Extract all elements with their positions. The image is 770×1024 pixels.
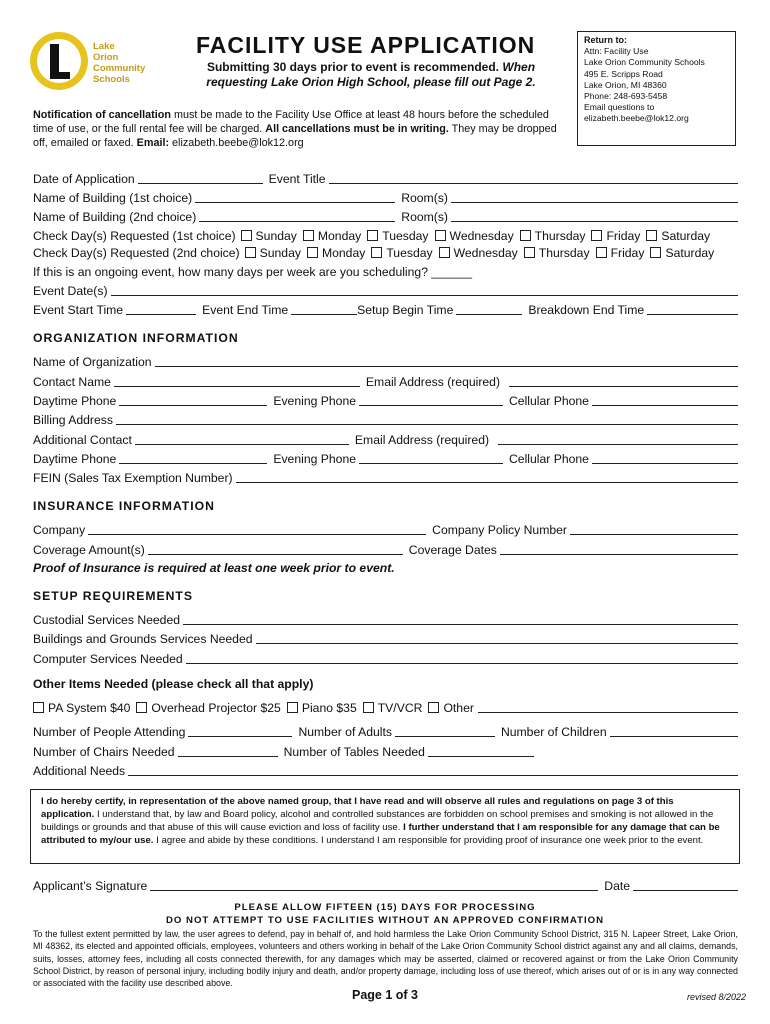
row-company: [33, 520, 738, 537]
day-label: Sunday: [259, 246, 301, 260]
billing-address-field[interactable]: [116, 413, 738, 425]
row-computer: [33, 649, 738, 666]
row-custodial: [33, 610, 738, 627]
checkbox-other[interactable]: [428, 702, 439, 713]
label: Number of Adults: [298, 725, 392, 739]
custodial-field[interactable]: [183, 613, 738, 625]
subtitle-page2-notice: When requesting Lake Orion High School, please fill out Page 2.: [206, 60, 536, 89]
return-line: 495 E. Scripps Road: [584, 68, 663, 79]
daytime-phone-field[interactable]: [119, 394, 267, 406]
item-label: Piano $35: [301, 701, 357, 715]
page-number: Page 1 of 3: [352, 988, 418, 1002]
label: Coverage Dates: [408, 543, 497, 557]
label: Number of Children: [500, 725, 607, 739]
signature-field[interactable]: [150, 879, 598, 891]
setup-time-field[interactable]: [456, 303, 522, 315]
adults-field[interactable]: [395, 725, 495, 737]
checkbox-tuesday-2[interactable]: [371, 247, 382, 258]
start-time-field[interactable]: [126, 303, 196, 315]
label: Billing Address: [33, 413, 113, 427]
label: Custodial Services Needed: [33, 613, 181, 627]
row-fein: [33, 468, 738, 485]
cert-text: I agree and abide by these conditions. I understand I am responsible for providing proof of insurance one week prior to the event.: [153, 835, 704, 846]
logo-line: Community: [93, 63, 146, 74]
label: Applicant’s Signature: [33, 879, 148, 893]
label: Room(s): [401, 191, 448, 205]
processing-notice: PLEASE ALLOW FIFTEEN (15) DAYS FOR PROCESSING: [234, 902, 536, 913]
label: Daytime Phone: [33, 394, 117, 408]
label: Company Policy Number: [432, 523, 567, 537]
legal-text: To the fullest extent permitted by law, the user agrees to defend, pay in behalf of, and hold harmless the Lake Orion Community School District, 315 N. Lapeer Street, Lake Orion, MI 48362, its elected and appointed officials, employees, volunteers and others working in behalf of the Lake Orion Community School district against any and all claims, demands, suits, losses, attorney fees, including all costs connected therewith, for any damages which may be asserted, claimed or recovered against or from the Lake Orion Community School District, by reason of personal injury, including bodily injury and death, and/or property damage, including loss of use thereof, which arises out of or is in any way connected or associated with the facility use described above.: [33, 929, 738, 989]
chairs-field[interactable]: [178, 745, 278, 757]
label: Company: [33, 523, 86, 537]
form-title: FACILITY USE APPLICATION: [196, 32, 536, 58]
day-label: Monday: [317, 229, 362, 243]
day-label: Wednesday: [449, 229, 514, 243]
org-heading: ORGANIZATION INFORMATION: [33, 331, 239, 345]
day-label: Friday: [610, 246, 645, 260]
contact-email-field[interactable]: [509, 375, 738, 387]
label: Email Address (required): [365, 375, 501, 389]
event-dates-field[interactable]: [111, 284, 738, 296]
row-times: [33, 300, 738, 317]
label: Name of Building (1st choice): [33, 191, 193, 205]
row-coverage: [33, 540, 738, 557]
computer-field[interactable]: [186, 652, 738, 664]
label: Contact Name: [33, 375, 111, 389]
row-people: [33, 722, 738, 739]
label: FEIN (Sales Tax Exemption Number): [33, 471, 233, 485]
label: Date: [604, 879, 631, 893]
logo-line: Lake: [93, 41, 115, 52]
row-grounds: [33, 629, 738, 646]
day-label: Tuesday: [386, 246, 433, 260]
label: Date of Application: [33, 172, 135, 186]
form-subtitle: [186, 60, 556, 90]
cancel-writing: All cancellations must be in writing.: [265, 123, 449, 135]
row-phones1: [33, 391, 738, 408]
return-line: Phone: 248-693-5458: [584, 91, 668, 102]
insurance-company-field[interactable]: [88, 523, 426, 535]
return-line: Attn: Facility Use: [584, 46, 649, 57]
row-event-dates: [33, 281, 738, 298]
item-label: TV/VCR: [377, 701, 423, 715]
label: Event Date(s): [33, 284, 108, 298]
checkbox-wednesday-2[interactable]: [439, 247, 450, 258]
event-title-field[interactable]: [329, 172, 738, 184]
other-items-heading: Other Items Needed (please check all that apply): [33, 677, 314, 691]
cancel-text: must be made to the Facility Use Office at least 48 hours before the scheduled time of use, or the full rental fee will be charged.: [33, 109, 549, 135]
evening-phone-field[interactable]: [359, 394, 503, 406]
org-name-field[interactable]: [155, 355, 738, 367]
row-additional-needs: [33, 761, 738, 778]
day-label: Saturday: [665, 246, 715, 260]
row-chairs: [33, 742, 738, 759]
label: Setup Begin Time: [357, 303, 454, 317]
contact-name-field[interactable]: [114, 375, 360, 387]
label: Name of Building (2nd choice): [33, 210, 197, 224]
label: Buildings and Grounds Services Needed: [33, 632, 253, 646]
row-days2: [33, 243, 738, 260]
checkbox-overhead-projector[interactable]: [136, 702, 147, 713]
fein-field[interactable]: [236, 471, 738, 483]
logo-text: [93, 41, 145, 85]
row-billing: [33, 410, 738, 427]
day-label: Thursday: [538, 246, 590, 260]
row-additional-contact: [33, 430, 738, 447]
cancellation-notice: [33, 108, 563, 150]
date-of-application-field[interactable]: [138, 172, 263, 184]
daytime-phone2-field[interactable]: [119, 452, 267, 464]
label: Additional Contact: [33, 433, 132, 447]
checkbox-monday-1[interactable]: [303, 230, 314, 241]
revised-date: revised 8/2022: [686, 992, 746, 1002]
label: Computer Services Needed: [33, 652, 183, 666]
checkbox-friday-2[interactable]: [596, 247, 607, 258]
label: Check Day(s) Requested (2nd choice): [33, 246, 240, 260]
room1-field[interactable]: [451, 191, 738, 203]
checkbox-pa-system[interactable]: [33, 702, 44, 713]
signature-date-field[interactable]: [633, 879, 738, 891]
row-phones2: [33, 449, 738, 466]
label: Breakdown End Time: [528, 303, 645, 317]
room2-field[interactable]: [451, 210, 738, 222]
end-time-field[interactable]: [291, 303, 357, 315]
cancel-heading: Notification of cancellation: [33, 109, 171, 121]
day-label: Wednesday: [453, 246, 518, 260]
checkbox-sunday-2[interactable]: [245, 247, 256, 258]
ongoing-question: If this is an ongoing event, how many days per week are you scheduling? ______: [33, 265, 473, 279]
breakdown-time-field[interactable]: [647, 303, 738, 315]
label: Number of Chairs Needed: [33, 745, 175, 759]
return-line: Lake Orion, MI 48360: [584, 79, 667, 90]
checkbox-tuesday-1[interactable]: [367, 230, 378, 241]
label: Event End Time: [202, 303, 289, 317]
form-header: [0, 0, 770, 160]
label: Cellular Phone: [509, 452, 589, 466]
label: Email Address (required): [354, 433, 490, 447]
additional-contact-field[interactable]: [135, 433, 349, 445]
logo-line: Schools: [93, 74, 130, 85]
return-line: Email questions to: [584, 102, 655, 113]
coverage-amount-field[interactable]: [148, 543, 403, 555]
children-field[interactable]: [610, 725, 738, 737]
building2-field[interactable]: [199, 210, 395, 222]
checkbox-thursday-2[interactable]: [524, 247, 535, 258]
row-application-title: [33, 169, 738, 186]
coverage-dates-field[interactable]: [500, 543, 738, 555]
return-to-box: [577, 31, 736, 146]
row-building2: [33, 207, 738, 224]
checkbox-monday-2[interactable]: [307, 247, 318, 258]
checkbox-sunday-1[interactable]: [241, 230, 252, 241]
cert-bold: I further understand that I am responsible for any damage that can be attributed to my/our use.: [41, 822, 720, 846]
tables-field[interactable]: [428, 745, 534, 757]
cell-phone-field[interactable]: [592, 394, 738, 406]
cancel-text: They may be dropped off, emailed or faxed.: [33, 123, 557, 149]
label: Cellular Phone: [509, 394, 589, 408]
building1-field[interactable]: [195, 191, 395, 203]
day-label: Friday: [606, 229, 641, 243]
label: Name of Organization: [33, 355, 152, 369]
cancel-email-label: Email:: [136, 137, 170, 149]
label: Room(s): [401, 210, 448, 224]
label: Additional Needs: [33, 764, 126, 778]
row-days1: [33, 226, 738, 243]
insurance-heading: INSURANCE INFORMATION: [33, 499, 215, 513]
evening-phone2-field[interactable]: [359, 452, 503, 464]
label: Check Day(s) Requested (1st choice): [33, 229, 236, 243]
certification-box: [30, 789, 740, 864]
day-label: Thursday: [534, 229, 586, 243]
grounds-field[interactable]: [256, 632, 738, 644]
subtitle-notice: Submitting 30 days prior to event is recommended.: [206, 60, 500, 74]
item-label: Overhead Projector $25: [151, 701, 281, 715]
checkbox-piano[interactable]: [287, 702, 298, 713]
policy-number-field[interactable]: [570, 523, 738, 535]
label: Daytime Phone: [33, 452, 117, 466]
cert-bold: I do hereby certify, in representation of the above named group, that I have read and will observe all rules and regulations on page 3 of this application.: [41, 796, 674, 820]
other-items-field[interactable]: [478, 701, 738, 713]
day-label: Saturday: [661, 229, 711, 243]
row-contact: [33, 372, 738, 389]
checkbox-thursday-1[interactable]: [520, 230, 531, 241]
item-label: PA System $40: [48, 701, 131, 715]
checkbox-saturday-2[interactable]: [650, 247, 661, 258]
label: Evening Phone: [273, 452, 356, 466]
return-to-title: Return to:: [584, 35, 627, 45]
day-label: Tuesday: [382, 229, 429, 243]
setup-heading: SETUP REQUIREMENTS: [33, 589, 193, 603]
cert-text: I understand that, by law and Board policy, alcohol and controlled substances are forbidden on school premises and smoking is not allowed in the buildings or grounds and that abuse of this will cause eviction and loss of facility use.: [41, 809, 714, 833]
label: Number of People Attending: [33, 725, 186, 739]
confirmation-notice: DO NOT ATTEMPT TO USE FACILITIES WITHOUT AN APPROVED CONFIRMATION: [165, 915, 605, 926]
lake-orion-logo: [28, 30, 90, 92]
day-label: Sunday: [255, 229, 297, 243]
cancel-email: elizabeth.beebe@lok12.org: [169, 137, 304, 149]
label: Coverage Amount(s): [33, 543, 145, 557]
logo-line: Orion: [93, 52, 119, 63]
row-ongoing: [33, 262, 738, 279]
day-label: Monday: [321, 246, 366, 260]
row-org-name: [33, 352, 738, 369]
row-other-items: [33, 698, 738, 715]
label: Evening Phone: [273, 394, 356, 408]
people-attending-field[interactable]: [188, 725, 292, 737]
item-label: Other: [443, 701, 474, 715]
return-line: elizabeth.beebe@lok12.org: [584, 113, 689, 124]
row-signature: [33, 876, 738, 893]
checkbox-friday-1[interactable]: [591, 230, 602, 241]
additional-email-field[interactable]: [498, 433, 738, 445]
label: Event Title: [268, 172, 326, 186]
label: Number of Tables Needed: [283, 745, 425, 759]
checkbox-saturday-1[interactable]: [646, 230, 657, 241]
checkbox-wednesday-1[interactable]: [435, 230, 446, 241]
checkbox-tv-vcr[interactable]: [363, 702, 374, 713]
return-line: Lake Orion Community Schools: [584, 57, 705, 68]
additional-needs-field[interactable]: [128, 764, 738, 776]
row-building1: [33, 188, 738, 205]
insurance-note: Proof of Insurance is required at least one week prior to event.: [33, 561, 395, 575]
label: Event Start Time: [33, 303, 124, 317]
cell-phone2-field[interactable]: [592, 452, 738, 464]
